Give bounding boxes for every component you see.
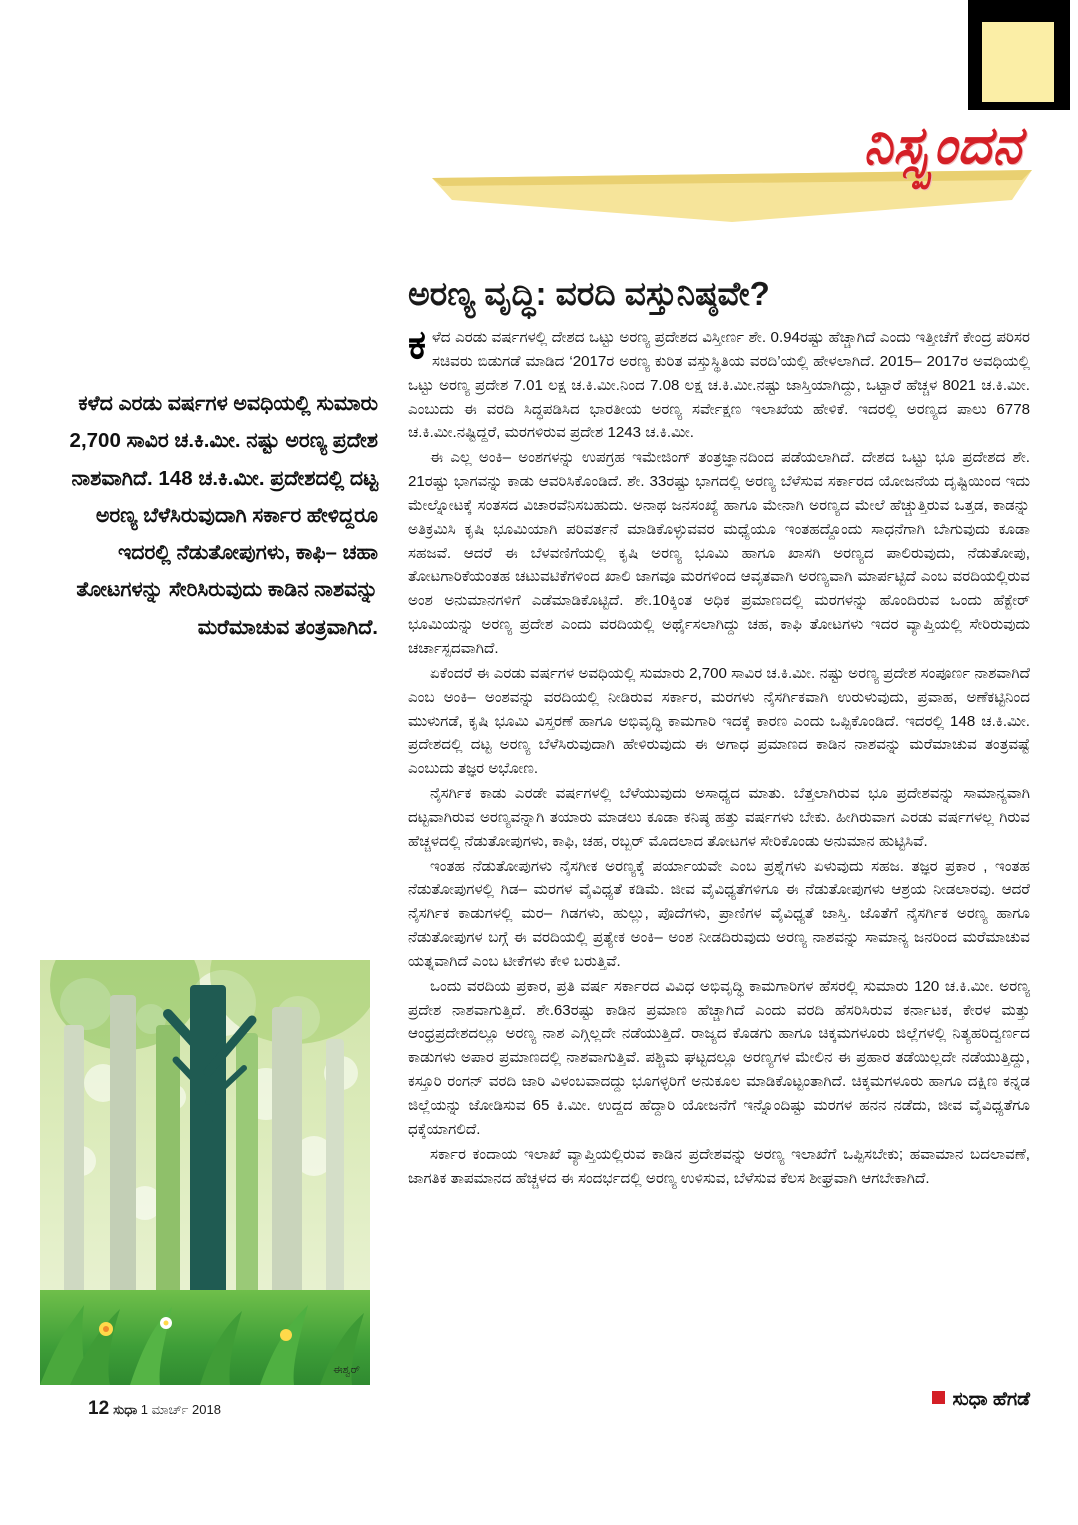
article-paragraph: ನೈಸರ್ಗಿಕ ಕಾಡು ಎರಡೇ ವರ್ಷಗಳಲ್ಲಿ ಬೆಳೆಯುವುದು ಅಸಾಧ್ಯದ ಮಾತು. ಬೆತ್ತಲಾಗಿರುವ ಭೂ ಪ್ರದೇಶವನ್ನು ಸಾಮಾನ್ಯವಾಗಿ ದಟ್ಟವಾಗಿರುವ ಅರಣ್ಯವನ್ನಾಗಿ ತಯಾರು ಮಾಡಲು ಕೂಡಾ ಕನಿಷ್ಠ ಹತ್ತು ವರ್ಷಗಳು ಬೇಕು. ಹೀಗಿರುವಾಗ ಎರಡು ವರ್ಷಗಳಲ್ಲ ಗಿರುವ ಹೆಚ್ಚಳದಲ್ಲಿ ನೆಡುತೋಪುಗಳು, ಕಾಫಿ, ಚಹ, ರಬ್ಬರ್ ಮೊದಲಾದ ತೋಟಗಳ ಸೇರಿಕೊಂಡು ಅನುಮಾನ ಹುಟ್ಟಿಸಿವೆ. (408, 785, 1030, 850)
folio-year: 2018 (192, 1402, 221, 1417)
byline-author: ಸುಧಾ ಹೆಗಡೆ (952, 1389, 1030, 1410)
folio-page-number: 12 (88, 1398, 110, 1419)
pull-quote: ಕಳೆದ ಎರಡು ವರ್ಷಗಳ ಅವಧಿಯಲ್ಲಿ ಸುಮಾರು 2,700 ಸಾವಿರ ಚ.ಕಿ.ಮೀ. ನಷ್ಟು ಅರಣ್ಯ ಪ್ರದೇಶ ನಾಶವಾಗಿದೆ. 148 ಚ.ಕಿ.ಮೀ. ಪ್ರದೇಶದಲ್ಲಿ ದಟ್ಟ ಅರಣ್ಯ ಬೆಳೆಸಿರುವುದಾಗಿ ಸರ್ಕಾರ ಹೇಳಿದ್ದರೂ ಇದರಲ್ಲಿ ನೆಡುತೋಪುಗಳು, ಕಾಫಿ– ಚಹಾ ತೋಟಗಳನ್ನು ಸೇರಿಸಿರುವುದು ಕಾಡಿನ ನಾಶವನ್ನು ಮರೆಮಾಚುವ ತಂತ್ರವಾಗಿದೆ. (69, 392, 378, 639)
article-paragraph (408, 323, 1030, 445)
masthead (432, 118, 1032, 233)
article-body (408, 323, 1030, 1191)
masthead-banner-shape (432, 170, 1032, 222)
byline (408, 1389, 1030, 1411)
folio-issue-date: 1 ಮಾರ್ಚ್ (140, 1402, 189, 1417)
grass-blades (40, 1265, 370, 1385)
byline-marker-icon (932, 1391, 945, 1404)
forest-illustration (40, 960, 370, 1385)
article-paragraph: ಈ ಎಲ್ಲ ಅಂಕಿ– ಅಂಶಗಳನ್ನು ಉಪಗ್ರಹ ಇಮೇಜಿಂಗ್ ತಂತ್ರಜ್ಞಾನದಿಂದ ಪಡೆಯಲಾಗಿದೆ. ದೇಶದ ಒಟ್ಟು ಭೂ ಪ್ರದೇಶದ ಶೇ. 21ರಷ್ಟು ಭಾಗವನ್ನು ಕಾಡು ಆವರಿಸಿಕೊಂಡಿದೆ. ಶೇ. 33ರಷ್ಟು ಭಾಗದಲ್ಲಿ ಅರಣ್ಯ ಬೆಳೆಸುವ ಸರ್ಕಾರದ ಯೋಜನೆಯ ದೃಷ್ಟಿಯಿಂದ ಇದು ಮೇಲ್ನೋಟಕ್ಕೆ ಸಂತಸದ ವಿಚಾರವೆನಿಸಬಹುದು. ಅನಾಥ ಜನಸಂಖ್ಯೆ ಹಾಗೂ ಮೇನಾಗಿ ಅರಣ್ಯದ ಮೇಲೆ ಹೆಚ್ಚುತ್ತಿರುವ ಒತ್ತಡ, ಕಾಡನ್ನು ಅತಿಕ್ರಮಿಸಿ ಕೃಷಿ ಭೂಮಿಯಾಗಿ ಪರಿವರ್ತನೆ ಮಾಡಿಕೊಳ್ಳುವವರ ಮಧ್ಯೆಯೂ ಇಂತಹದ್ದೊಂದು ಸಾಧನೆಗಾಗಿ ಬೆಾಗುವುದು ಕೂಡಾ ಸಹಜವೆ. ಆದರೆ ಈ ಬೆಳವಣಿಗೆಯಲ್ಲಿ ಕೃಷಿ ಅರಣ್ಯ ಭೂಮಿ ಹಾಗೂ ಖಾಸಗಿ ಅರಣ್ಯದ ಪಾಲಿರುವುದು, ನೆಡುತೋಪು, ತೋಟಗಾರಿಕೆಯಂತಹ ಚಟುವಟಿಕೆಗಳಿಂದ ಖಾಲಿ ಜಾಗವೂ ಮರಗಳಿಂದ ಆವೃತವಾಗಿ ಅರಣ್ಯವಾಗಿ ಮಾರ್ಪಟ್ಟಿದೆ ಎಂಬ ವರದಿಯಲ್ಲಿರುವ ಅಂಶ ಅನುಮಾನಗಳಿಗೆ ಎಡೆಮಾಡಿಕೊಟ್ಟಿದೆ. ಶೇ.10ಕ್ಕಿಂತ ಅಧಿಕ ಪ್ರಮಾಣದಲ್ಲಿ ಮರಗಳನ್ನು ಹೊಂದಿರುವ ಒಂದು ಹೆಕ್ಟೇರ್ ಭೂಮಿಯನ್ನು ಅರಣ್ಯ ಪ್ರದೇಶ ಎಂದು ವರದಿಯಲ್ಲಿ ಅರ್ಥೈಸಲಾಗಿದ್ದು ಚಹ, ಕಾಫಿ ತೋಟಗಳು ಇದರ ವ್ಯಾಪ್ತಿಯಲ್ಲಿ ಸೇರಿರುವುದು ಚರ್ಚಾಸ್ಪದವಾಗಿದೆ. (408, 449, 1030, 657)
masthead-logo-text: ನಿಸ್ಸ್ಪಂದನ (863, 118, 1022, 175)
folio (88, 1398, 221, 1420)
folio-magazine-name: ಸುಧಾ (113, 1402, 138, 1417)
right-margin-rule (1070, 0, 1078, 1525)
drop-cap: ಕ (408, 323, 426, 367)
article-paragraph-text: ಳೆದ ಎರಡು ವರ್ಷಗಳಲ್ಲಿ ದೇಶದ ಒಟ್ಟು ಅರಣ್ಯ ಪ್ರದೇಶದ ವಿಸ್ತೀರ್ಣ ಶೇ. 0.94ರಷ್ಟು ಹೆಚ್ಚಾಗಿದೆ ಎಂದು ಇತ್ತೀಚೆಗೆ ಕೇಂದ್ರ ಪರಿಸರ ಸಚಿವರು ಬಿಡುಗಡೆ ಮಾಡಿದ ‘2017ರ ಅರಣ್ಯ ಕುರಿತ ವಸ್ತುಸ್ಥಿತಿಯ ವರದಿ’ಯಲ್ಲಿ ಹೇಳಲಾಗಿದೆ. 2015– 2017ರ ಅವಧಿಯಲ್ಲಿ ಒಟ್ಟು ಅರಣ್ಯ ಪ್ರದೇಶ 7.01 ಲಕ್ಷ ಚ.ಕಿ.ಮೀ.ನಿಂದ 7.08 ಲಕ್ಷ ಚ.ಕಿ.ಮೀ.ನಷ್ಟು ಜಾಸ್ತಿಯಾಗಿದ್ದು, ಒಟ್ಟಾರೆ ಹೆಚ್ಚಳ 8021 ಚ.ಕಿ.ಮೀ. ಎಂಬುದು ಈ ವರದಿ ಸಿದ್ಧಪಡಿಸಿದ ಭಾರತೀಯ ಅರಣ್ಯ ಸರ್ವೇಕ್ಷಣ ಇಲಾಖೆಯ ಹೇಳಿಕೆ. ಇದರಲ್ಲಿ ಅರಣ್ಯದ ಪಾಲು 6778 ಚ.ಕಿ.ಮೀ.ನಷ್ಟಿದ್ದರೆ, ಮರಗಳಿರುವ ಪ್ರದೇಶ 1243 ಚ.ಕಿ.ಮೀ. (408, 329, 1030, 442)
corner-decoration-inner (982, 22, 1054, 102)
article-paragraph: ಇಂತಹ ನೆಡುತೋಪುಗಳು ನೈಸಗೀಕ ಅರಣ್ಯಕ್ಕೆ ಪರ್ಯಾಯವೇ ಎಂಬ ಪ್ರಶ್ನೆಗಳು ಏಳುವುದು ಸಹಜ. ತಜ್ಞರ ಪ್ರಕಾರ , ಇಂತಹ ನೆಡುತೋಪುಗಳಲ್ಲಿ ಗಿಡ– ಮರಗಳ ವೈವಿಧ್ಯತೆ ಕಡಿಮೆ. ಜೀವ ವೈವಿಧ್ಯತೆಗಳಿಗೂ ಈ ನೆಡುತೋಪುಗಳು ಆಶ್ರಯ ನೀಡಲಾರವು. ಆದರೆ ನೈಸರ್ಗಿಕ ಕಾಡುಗಳಲ್ಲಿ ಮರ– ಗಿಡಗಳು, ಹುಲ್ಲು, ಪೊದೆಗಳು, ಪ್ರಾಣಿಗಳ ವೈವಿಧ್ಯತೆ ಜಾಸ್ತಿ. ಜೊತೆಗೆ ನೈಸರ್ಗಿಕ ಅರಣ್ಯ ಹಾಗೂ ನೆಡುತೋಪುಗಳ ಬಗ್ಗೆ ಈ ವರದಿಯಲ್ಲಿ ಪ್ರತ್ಯೇಕ ಅಂಕಿ– ಅಂಶ ನೀಡದಿರುವುದು ಅರಣ್ಯ ನಾಶವನ್ನು ಸಾಮಾನ್ಯ ಜನರಿಂದ ಮರೆಮಾಚುವ ಯತ್ನವಾಗಿದೆ ಎಂಬ ಟೀಕೆಗಳು ಕೇಳಿ ಬರುತ್ತಿವೆ. (408, 857, 1030, 970)
article-paragraph: ಒಂದು ವರದಿಯ ಪ್ರಕಾರ, ಪ್ರತಿ ವರ್ಷ ಸರ್ಕಾರದ ವಿವಿಧ ಅಭಿವೃದ್ಧಿ ಕಾಮಗಾರಿಗಳ ಹೆಸರಲ್ಲಿ ಸುಮಾರು 120 ಚ.ಕಿ.ಮೀ. ಅರಣ್ಯ ಪ್ರದೇಶ ನಾಶವಾಗುತ್ತಿದೆ. ಶೇ.63ರಷ್ಟು ಕಾಡಿನ ಪ್ರಮಾಣ ಹೆಚ್ಚಾಗಿದೆ ಎಂದು ವರದಿ ಹೆಸರಿಸಿರುವ ಕರ್ನಾಟಕ, ಕೇರಳ ಮತ್ತು ಆಂಧ್ರಪ್ರದೇಶದಲ್ಲೂ ಅರಣ್ಯ ನಾಶ ಎಗ್ಗಿಲ್ಲದೇ ನಡೆಯುತ್ತಿದೆ. ರಾಜ್ಯದ ಕೊಡಗು ಹಾಗೂ ಚಿಕ್ಕಮಗಳೂರು ಜಿಲ್ಲೆಗಳಲ್ಲಿ ನಿತ್ಯಹರಿದ್ವರ್ಣದ ಕಾಡುಗಳು ಅಪಾರ ಪ್ರಮಾಣದಲ್ಲಿ ನಾಶವಾಗುತ್ತಿವೆ. ಪಶ್ಚಿಮ ಘಟ್ಟದಲ್ಲೂ ಅರಣ್ಯಗಳ ಮೇಲಿನ ಈ ಪ್ರಹಾರ ತಡೆಯಿಲ್ಲದೇ ನಡೆಯುತ್ತಿದ್ದು, ಕಸ್ತೂರಿ ರಂಗನ್ ವರದಿ ಜಾರಿ ವಿಳಂಬವಾದದ್ದು ಭೂಗಳ್ಳರಿಗೆ ಅನುಕೂಲ ಮಾಡಿಕೊಟ್ಟಂತಾಗಿದೆ. ಚಿಕ್ಕಮಗಳೂರು ಹಾಗೂ ದಕ್ಷಿಣ ಕನ್ನಡ ಜಿಲ್ಲೆಯನ್ನು ಜೋಡಿಸುವ 65 ಕಿ.ಮೀ. ಉದ್ದದ ಹೆದ್ದಾರಿ ಯೋಜನೆಗೆ ಇನ್ನೊಂದಿಷ್ಟು ಮರಗಳ ಹನನ ನಡೆದು, ಜೀವ ವೈವಿಧ್ಯತೆಗೂ ಧಕ್ಕೆಯಾಗಲಿದೆ. (408, 977, 1030, 1138)
article-paragraph: ಸರ್ಕಾರ ಕಂದಾಯ ಇಲಾಖೆ ವ್ಯಾಪ್ತಿಯಲ್ಲಿರುವ ಕಾಡಿನ ಪ್ರದೇಶವನ್ನು ಅರಣ್ಯ ಇಲಾಖೆಗೆ ಒಪ್ಪಿಸಬೇಕು; ಹವಾಮಾನ ಬದಲಾವಣೆ, ಜಾಗತಿಕ ತಾಪಮಾನದ ಹೆಚ್ಚಳದ ಈ ಸಂದರ್ಭದಲ್ಲಿ ಅರಣ್ಯ ಉಳಿಸುವ, ಬೆಳೆಸುವ ಕೆಲಸ ಶೀಘ್ರವಾಗಿ ಆಗಬೇಕಾಗಿದೆ. (408, 1145, 1030, 1187)
page-title: ಅರಣ್ಯ ವೃದ್ಧಿ: ವರದಿ ವಸ್ತುನಿಷ್ಠವೇ? (408, 275, 770, 313)
main-tree-branches (152, 1002, 272, 1122)
article-paragraph: ಏಕೆಂದರೆ ಈ ಎರಡು ವರ್ಷಗಳ ಅವಧಿಯಲ್ಲಿ ಸುಮಾರು 2,700 ಸಾವಿರ ಚ.ಕಿ.ಮೀ. ನಷ್ಟು ಅರಣ್ಯ ಪ್ರದೇಶ ಸಂಪೂರ್ಣ ನಾಶವಾಗಿದೆ ಎಂಬ ಅಂಕಿ– ಅಂಶವನ್ನು ವರದಿಯಲ್ಲಿ ನೀಡಿರುವ ಸರ್ಕಾರ, ಮರಗಳು ನೈಸರ್ಗಿಕವಾಗಿ ಉರುಳುವುದು, ಪ್ರವಾಹ, ಅಣೆಕಟ್ಟಿನಿಂದ ಮುಳುಗಡೆ, ಕೃಷಿ ಭೂಮಿ ವಿಸ್ತರಣೆ ಹಾಗೂ ಅಭಿವೃದ್ಧಿ ಕಾಮಗಾರಿ ಇದಕ್ಕೆ ಕಾರಣ ಎಂದು ಒಪ್ಪಿಕೊಂಡಿದೆ. ಇದರಲ್ಲಿ 148 ಚ.ಕಿ.ಮೀ. ಪ್ರದೇಶದಲ್ಲಿ ದಟ್ಟ ಅರಣ್ಯ ಬೆಳೆಸಿರುವುದಾಗಿ ಹೇಳಿರುವುದು ಈ ಅಗಾಧ ಪ್ರಮಾಣದ ಕಾಡಿನ ನಾಶವನ್ನು ಮರೆಮಾಚುವ ತಂತ್ರವಷ್ಟೆ ಎಂಬುದು ತಜ್ಞರ ಅಭೋಣ. (408, 664, 1030, 778)
illustration-credit: ಈಶ್ವರ್ (333, 1364, 360, 1376)
